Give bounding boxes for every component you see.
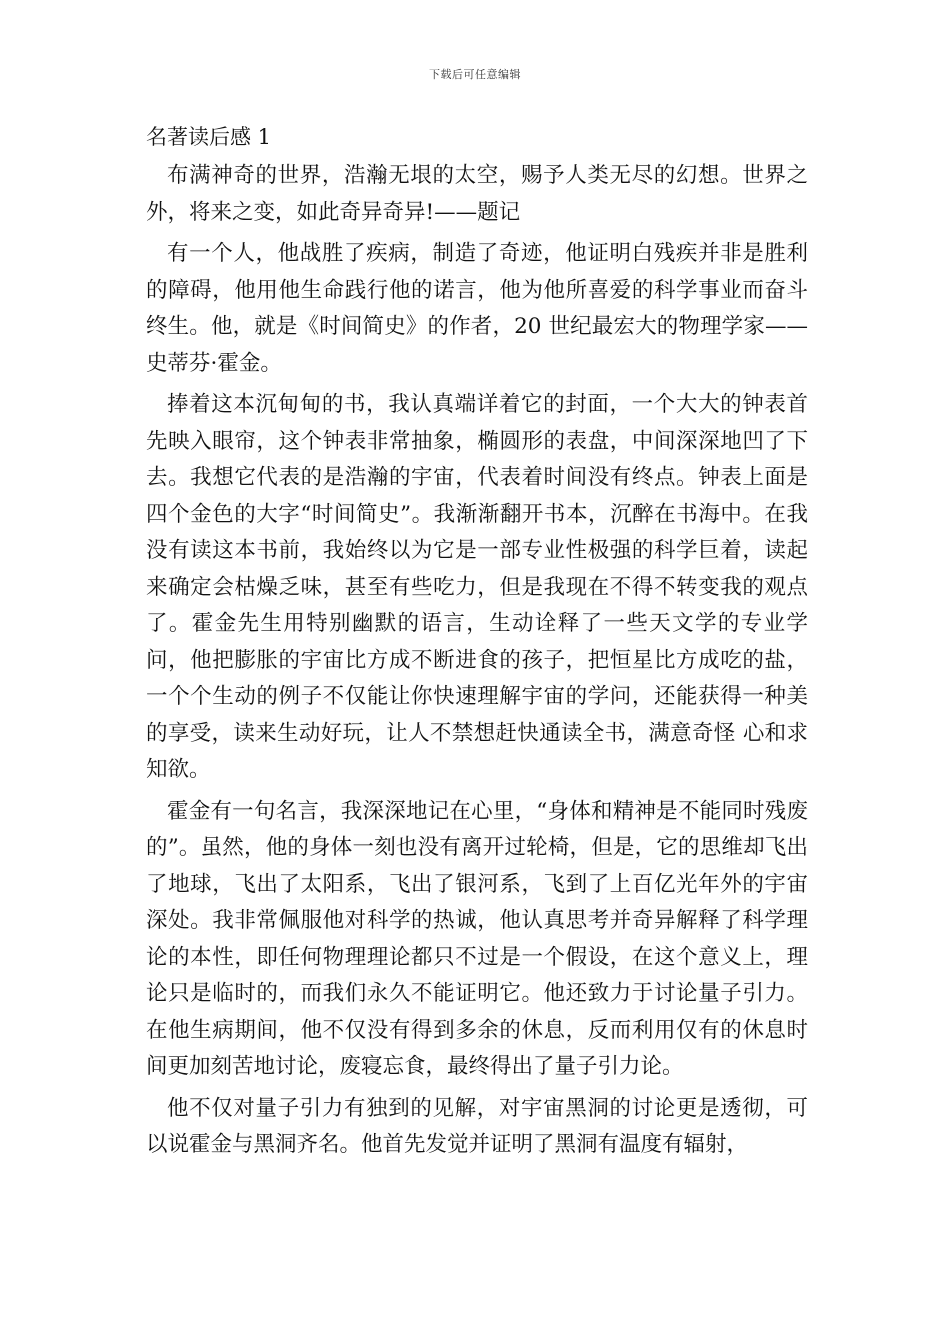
document-body (146, 120, 808, 1169)
header-note: 下载后可任意编辑 (429, 68, 521, 81)
paragraph-famous-quote: 霍金有一句名言，我深深地记在心里，“身体和精神是不能同时残废的”。虽然，他的身体一刻也没有离开过轮椅，但是，它的思维却飞出了地球，飞出了太阳系，飞出了银河系，飞到了上百亿光年外的宇宙深处。我非常佩服他对科学的热诚，他认真思考并奇异解释了科学理论的本性，即任何物理理论都只不过是一个假设，在这个意义上，理论只是临时的，而我们永久不能证明它。他还致力于讨论量子引力。在他生病期间，他不仅没有得到多余的休息，反而利用仅有的休息时间更加刻苦地讨论，废寝忘食，最终得出了量子引力论。 (146, 798, 808, 1079)
document-title: 名著读后感 1 (146, 125, 272, 149)
paragraph-black-holes: 他不仅对量子引力有独到的见解，对宇宙黑洞的讨论更是透彻，可以说霍金与黑洞齐名。他首先发觉并证明了黑洞有温度有辐射， (146, 1095, 808, 1157)
paragraph-intro-hawking: 有一个人，他战胜了疾病，制造了奇迹，他证明白残疾并非是胜利的障碍，他用他生命践行他的诺言，他为他所喜爱的科学事业而奋斗终生。他，就是《时间简史》的作者，20 世纪最宏大的物理学家——史蒂芬·霍金。 (146, 241, 808, 376)
paragraph-book-cover: 捧着这本沉甸甸的书，我认真端详着它的封面，一个大大的钟表首先映入眼帘，这个钟表非常抽象，椭圆形的表盘，中间深深地凹了下去。我想它代表的是浩瀚的宇宙，代表着时间没有终点。钟表上面是四个金色的大字“时间简史”。我渐渐翻开书本，沉醉在书海中。在我没有读这本书前，我始终以为它是一部专业性极强的科学巨着，读起来确定会枯燥乏味，甚至有些吃力，但是我现在不得不转变我的观点了。霍金先生用特别幽默的语言，生动诠释了一些天文学的专业学问，他把膨胀的宇宙比方成不断进食的孩子，把恒星比方成吃的盐，一个个生动的例子不仅能让你快速理解宇宙的学问，还能获得一种美的享受，读来生动好玩，让人不禁想赶快通读全书，满意奇怪 心和求知欲。 (146, 392, 808, 782)
paragraph-epigraph: 布满神奇的世界，浩瀚无垠的太空，赐予人类无尽的幻想。世界之外，将来之变，如此奇异奇异!——题记 (146, 163, 808, 225)
